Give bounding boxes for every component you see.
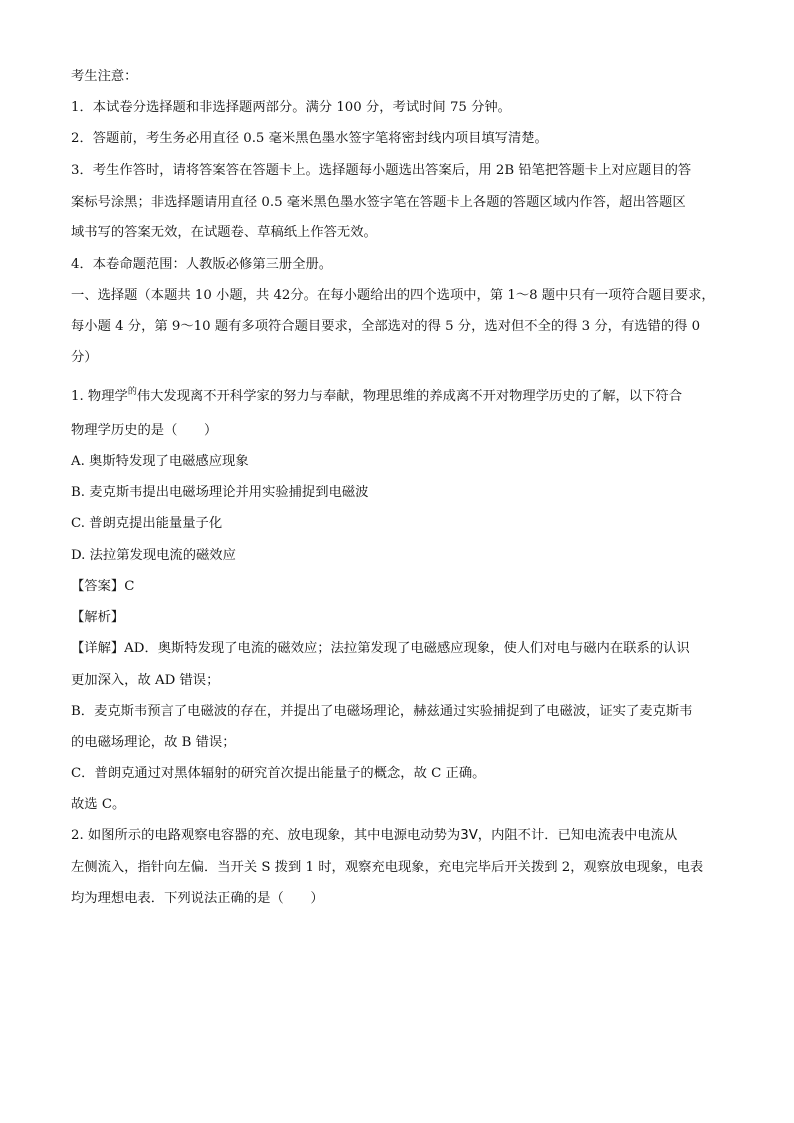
q1-stem-superscript: 的 bbox=[127, 387, 137, 397]
detail-line: 【详解】AD．奥斯特发现了电流的磁效应；法拉第发现了电磁感应现象，使人们对电与磁内在联系的认识 bbox=[71, 641, 690, 656]
section-heading: 一、选择题（本题共 10 小题，共 42分。在每小题给出的四个选项中，第 1～8 题中只有一项符合题目要求， bbox=[71, 288, 715, 303]
option-a: A. 奥斯特发现了电磁感应现象 bbox=[71, 454, 249, 469]
option-d: D. 法拉第发现电流的磁效应 bbox=[71, 548, 236, 563]
q2-stem-start: 2. 如图所示的电路观察电容器的充、放电现象，其中电源电动势为 bbox=[71, 828, 461, 843]
section-heading-cont: 分） bbox=[71, 350, 98, 365]
detail-line: B．麦克斯韦预言了电磁波的存在，并提出了电磁场理论，赫兹通过实验捕捉到了电磁波，证实了麦克斯韦 bbox=[71, 704, 693, 719]
emf-value: 3V bbox=[460, 828, 478, 843]
notice-heading: 考生注意： bbox=[71, 69, 138, 84]
answer bbox=[71, 578, 134, 596]
section-heading-cont: 每小题 4 分，第 9～10 题有多项符合题目要求，全部选对的得 5 分，选对但不全的得 3 分，有选错的得 0 bbox=[71, 319, 701, 334]
q1-stem-start: 1. 物理学 bbox=[71, 389, 128, 404]
option-c: C. 普朗克提出能量量子化 bbox=[71, 516, 223, 531]
analysis-label: 【解析】 bbox=[71, 610, 125, 625]
notice-item: 2．答题前，考生务必用直径 0.5 毫米黑色墨水签字笔将密封线内项目填写清楚。 bbox=[71, 131, 548, 146]
notice-item: 域书写的答案无效，在试题卷、草稿纸上作答无效。 bbox=[71, 225, 377, 240]
detail-line: 故选 C。 bbox=[71, 797, 126, 812]
notice-item: 3．考生作答时，请将答案答在答题卡上。选择题每小题选出答案后，用 2B 铅笔把答题卡上对应题目的答 bbox=[71, 163, 692, 178]
notice-item: 1．本试卷分选择题和非选择题两部分。满分 100 分，考试时间 75 分钟。 bbox=[71, 100, 511, 115]
question-2-stem bbox=[71, 827, 677, 845]
question-1-stem-cont: 物理学历史的是（ ） bbox=[71, 423, 218, 438]
detail-line: 更加深入，故 AD 错误； bbox=[71, 673, 220, 688]
question-2-stem-cont: 左侧流入，指针向左偏．当开关 S 拨到 1 时，观察充电现象，充电完毕后开关拨到 2，观察放电现象，电表 bbox=[71, 860, 704, 875]
question-1-stem bbox=[71, 388, 682, 407]
question-2-stem-cont: 均为理想电表．下列说法正确的是（ ） bbox=[71, 891, 324, 906]
detail-line: 的电磁场理论，故 B 错误； bbox=[71, 735, 236, 750]
answer-label: 【答案】 bbox=[71, 579, 125, 594]
detail-line: C．普朗克通过对黑体辐射的研究首次提出能量子的概念，故 C 正确。 bbox=[71, 766, 486, 781]
notice-item: 4．本卷命题范围：人教版必修第三册全册。 bbox=[71, 257, 333, 272]
answer-value: C bbox=[124, 579, 135, 594]
notice-item: 案标号涂黑；非选择题请用直径 0.5 毫米黑色墨水签字笔在答题卡上各题的答题区域内作答，超出答题区 bbox=[71, 195, 686, 210]
q2-stem-rest: ，内阻不计．已知电流表中电流从 bbox=[477, 828, 678, 843]
q1-stem-rest: 伟大发现离不开科学家的努力与奉献，物理思维的养成离不开对物理学历史的了解，以下符合 bbox=[136, 389, 682, 404]
option-b: B. 麦克斯韦提出电磁场理论并用实验捕捉到电磁波 bbox=[71, 485, 369, 500]
